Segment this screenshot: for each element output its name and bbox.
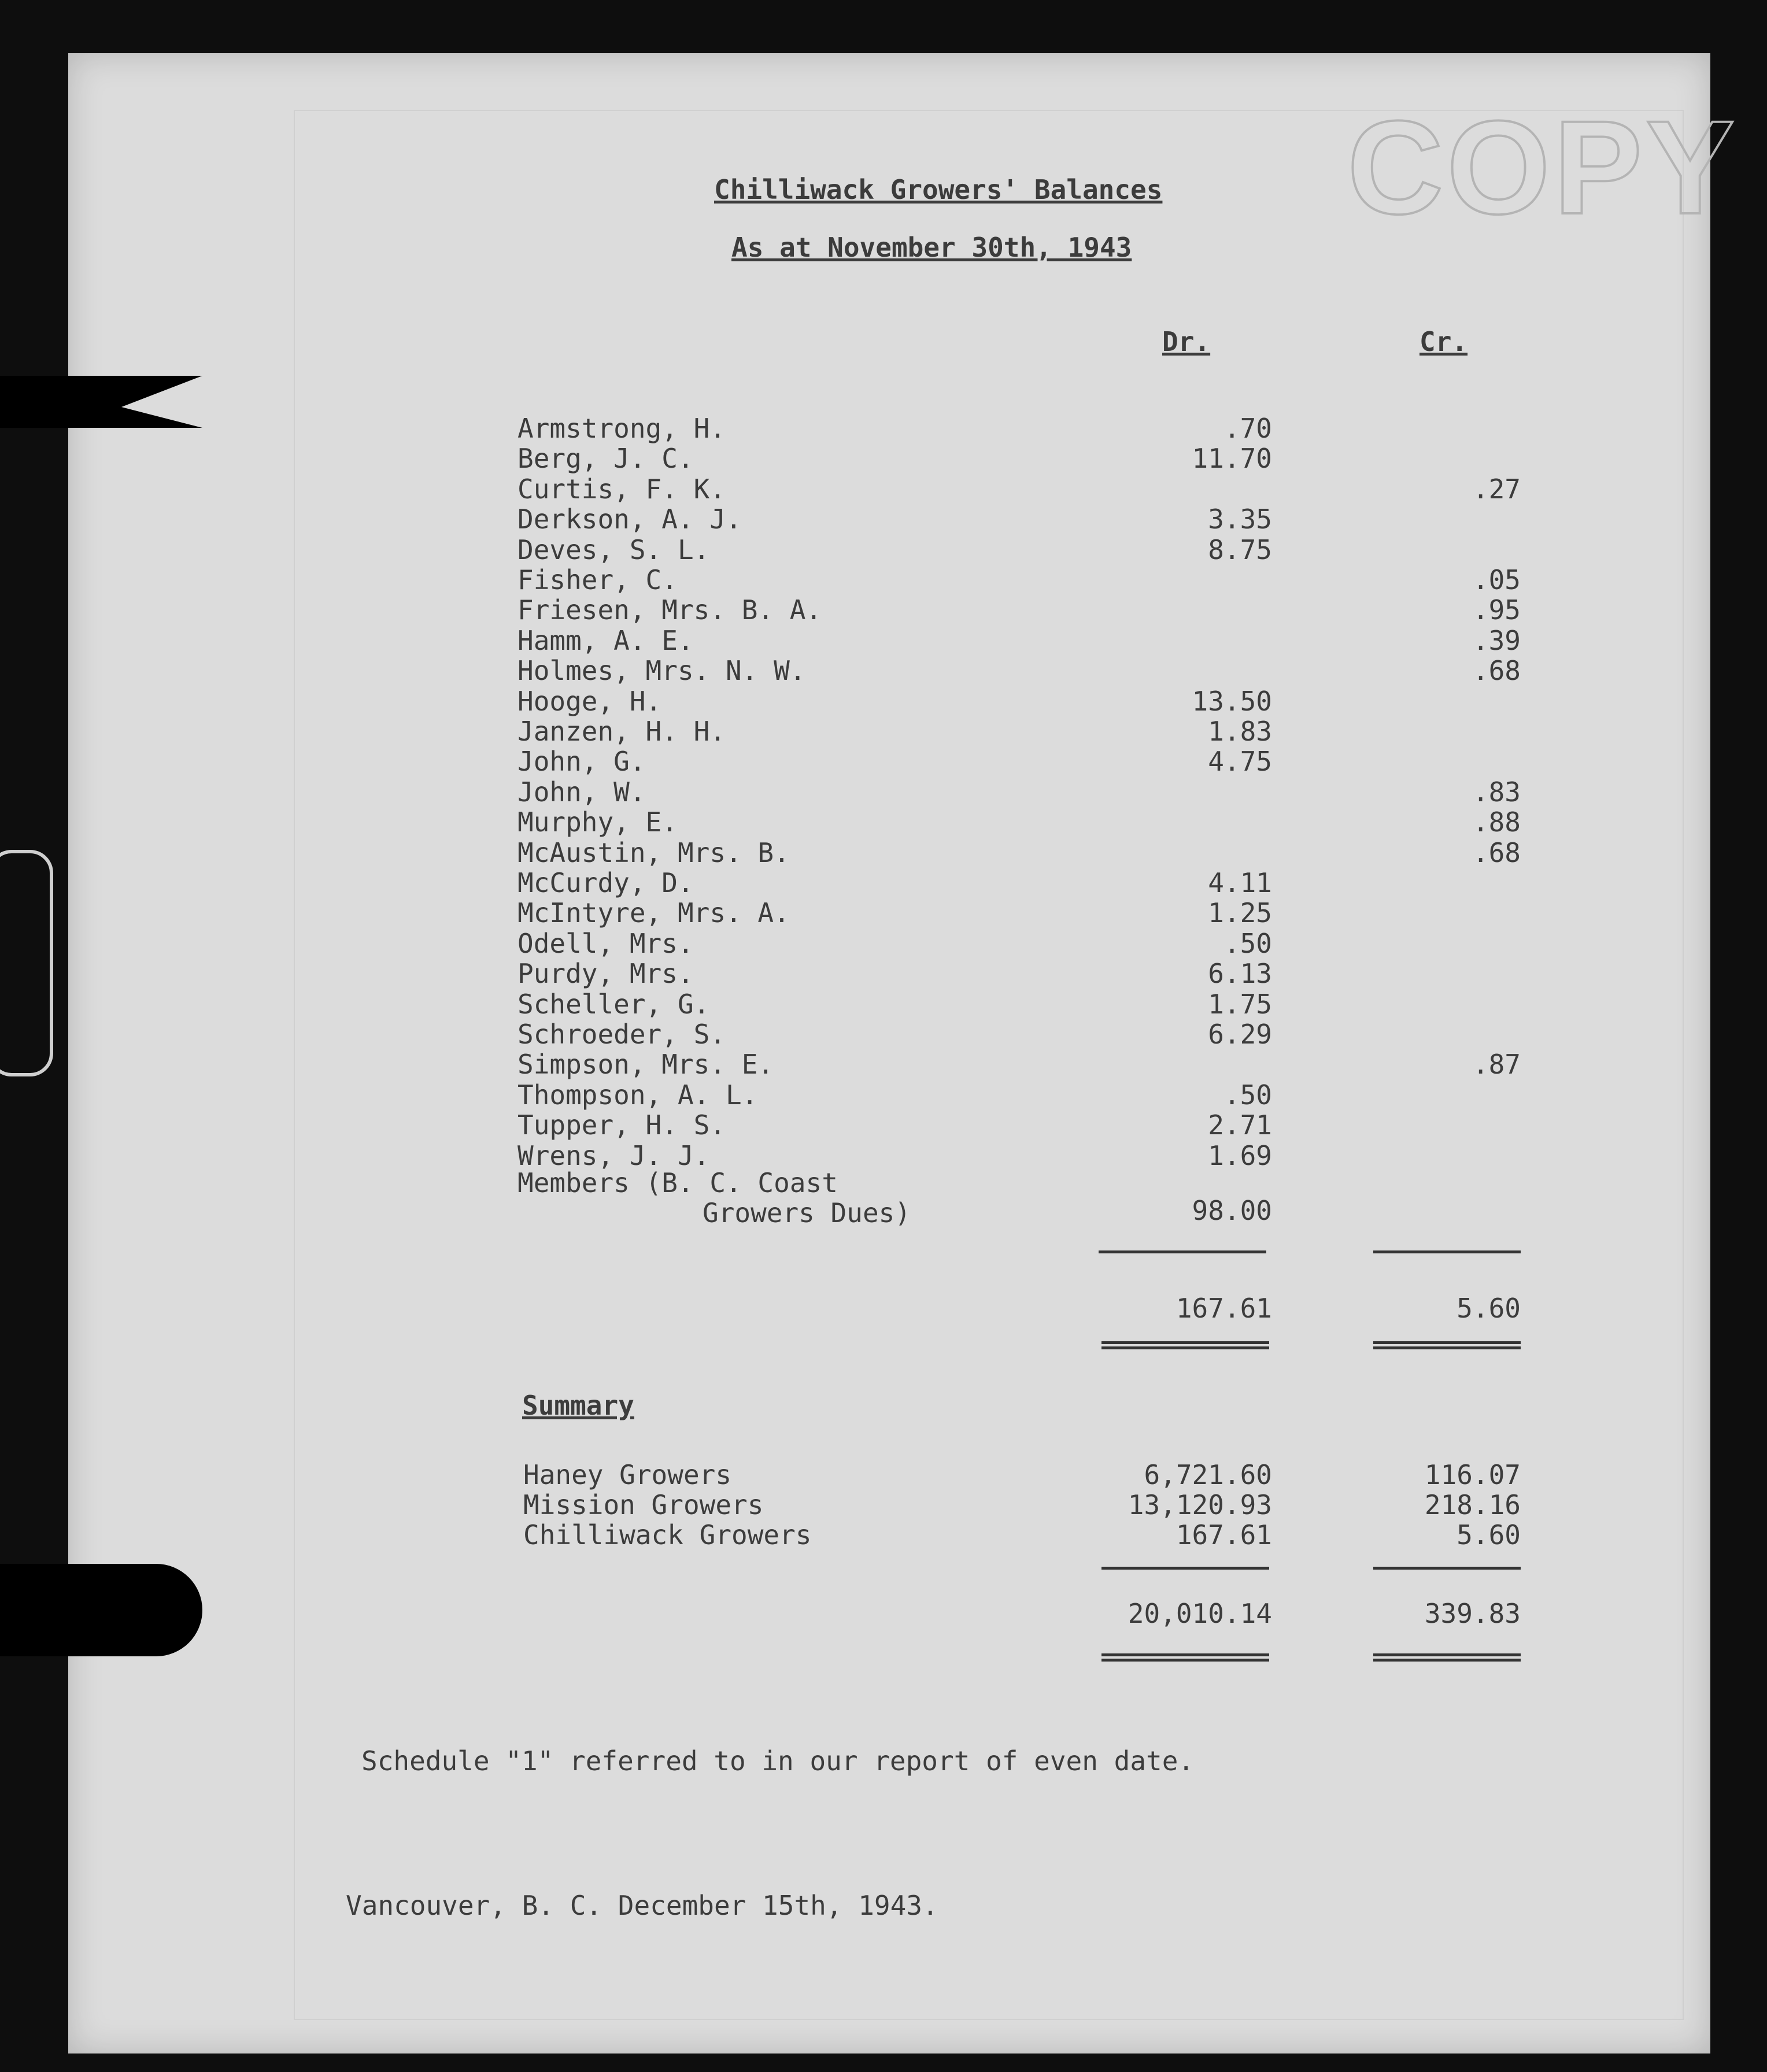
- grower-name: Schroeder, S.: [517, 1019, 726, 1050]
- grower-dr-amount: 11.70: [1192, 443, 1272, 475]
- schedule-note: Schedule "1" referred to in our report of even date.: [361, 1745, 1195, 1777]
- grower-dr-amount: 6.13: [1208, 958, 1272, 990]
- grower-name: Deves, S. L.: [517, 534, 710, 565]
- grower-dr-amount: 1.25: [1208, 897, 1272, 929]
- grower-name: Armstrong, H.: [517, 413, 726, 444]
- summary-row-cr-amount: 218.16: [1424, 1489, 1521, 1520]
- grower-name: Janzen, H. H.: [517, 716, 726, 747]
- total-dr: 167.61: [1175, 1293, 1272, 1324]
- grower-dr-amount: 4.75: [1208, 746, 1272, 778]
- total-cr: 5.60: [1457, 1293, 1521, 1324]
- cr-column-header: Cr.: [1419, 326, 1468, 357]
- grower-name: Curtis, F. K.: [517, 473, 726, 505]
- grower-name: Simpson, Mrs. E.: [517, 1049, 774, 1081]
- total-double-rule-dr: [1101, 1341, 1269, 1349]
- grower-dr-amount: 4.11: [1208, 867, 1272, 898]
- grower-cr-amount: .87: [1472, 1049, 1521, 1081]
- grower-name: Hooge, H.: [517, 685, 662, 717]
- grower-dr-amount: .50: [1223, 1079, 1272, 1111]
- summary-rule-dr: [1101, 1567, 1269, 1570]
- grower-name: Tupper, H. S.: [517, 1109, 726, 1141]
- grower-name: Holmes, Mrs. N. W.: [517, 655, 806, 687]
- summary-double-rule-dr: [1101, 1653, 1269, 1662]
- grower-dr-amount: 8.75: [1208, 534, 1272, 565]
- copy-stamp: COPY: [1347, 93, 1738, 242]
- grower-dr-amount: 2.71: [1208, 1109, 1272, 1141]
- grower-dr-amount: 1.69: [1208, 1139, 1272, 1171]
- grower-dr-amount: 1.83: [1208, 716, 1272, 747]
- summary-rule-cr: [1373, 1567, 1521, 1570]
- grower-name: McCurdy, D.: [517, 867, 694, 898]
- grower-cr-amount: .83: [1472, 776, 1521, 808]
- summary-row-cr-amount: 116.07: [1424, 1459, 1521, 1490]
- grower-cr-amount: .68: [1472, 837, 1521, 868]
- grower-cr-amount: .27: [1472, 473, 1521, 505]
- grower-name: McIntyre, Mrs. A.: [517, 897, 790, 929]
- summary-total-cr: 339.83: [1424, 1598, 1521, 1629]
- grower-dr-amount: 1.75: [1208, 988, 1272, 1020]
- summary-row-name: Mission Growers: [523, 1489, 764, 1520]
- binder-tab-bottom: [0, 1564, 202, 1656]
- place-date: Vancouver, B. C. December 15th, 1943.: [346, 1890, 938, 1921]
- subtotal-rule-cr: [1373, 1250, 1521, 1253]
- summary-double-rule-cr: [1373, 1653, 1521, 1662]
- summary-row-cr-amount: 5.60: [1457, 1519, 1521, 1551]
- grower-cr-amount: .95: [1472, 594, 1521, 626]
- grower-name: Derkson, A. J.: [517, 504, 742, 535]
- dr-column-header: Dr.: [1162, 326, 1211, 357]
- summary-row-name: Haney Growers: [523, 1459, 732, 1490]
- summary-heading: Summary: [522, 1390, 634, 1421]
- grower-dr-amount: .50: [1223, 927, 1272, 959]
- summary-total-dr: 20,010.14: [1128, 1598, 1272, 1629]
- summary-row-dr-amount: 6,721.60: [1144, 1459, 1272, 1490]
- grower-name: Murphy, E.: [517, 806, 678, 838]
- grower-name: Hamm, A. E.: [517, 624, 694, 656]
- grower-cr-amount: .88: [1472, 806, 1521, 838]
- summary-row-dr-amount: 167.61: [1175, 1519, 1272, 1551]
- grower-dr-amount: .70: [1223, 413, 1272, 444]
- document-subtitle: As at November 30th, 1943: [731, 232, 1132, 263]
- members-dr-amount: 98.00: [1192, 1195, 1272, 1226]
- total-double-rule-cr: [1373, 1341, 1521, 1349]
- grower-name: Odell, Mrs.: [517, 927, 694, 959]
- grower-name: Berg, J. C.: [517, 443, 694, 475]
- grower-name: Fisher, C.: [517, 564, 678, 595]
- grower-name: John, W.: [517, 776, 646, 808]
- grower-name: Wrens, J. J.: [517, 1139, 710, 1171]
- grower-name: McAustin, Mrs. B.: [517, 837, 790, 868]
- grower-cr-amount: .68: [1472, 655, 1521, 687]
- document-title: Chilliwack Growers' Balances: [714, 174, 1163, 205]
- summary-row-dr-amount: 13,120.93: [1128, 1489, 1272, 1520]
- subtotal-rule-dr: [1099, 1250, 1266, 1253]
- grower-dr-amount: 13.50: [1192, 685, 1272, 717]
- grower-name: Purdy, Mrs.: [517, 958, 694, 990]
- grower-cr-amount: .05: [1472, 564, 1521, 595]
- members-label-line1: Members (B. C. Coast: [517, 1167, 838, 1198]
- grower-name: John, G.: [517, 746, 646, 778]
- grower-dr-amount: 6.29: [1208, 1019, 1272, 1050]
- grower-dr-amount: 3.35: [1208, 504, 1272, 535]
- grower-name: Friesen, Mrs. B. A.: [517, 594, 822, 626]
- summary-row-name: Chilliwack Growers: [523, 1519, 812, 1551]
- grower-cr-amount: .39: [1472, 624, 1521, 656]
- grower-name: Thompson, A. L.: [517, 1079, 758, 1111]
- grower-name: Scheller, G.: [517, 988, 710, 1020]
- binder-clip: [0, 850, 53, 1076]
- members-label-line2: Growers Dues): [703, 1197, 911, 1229]
